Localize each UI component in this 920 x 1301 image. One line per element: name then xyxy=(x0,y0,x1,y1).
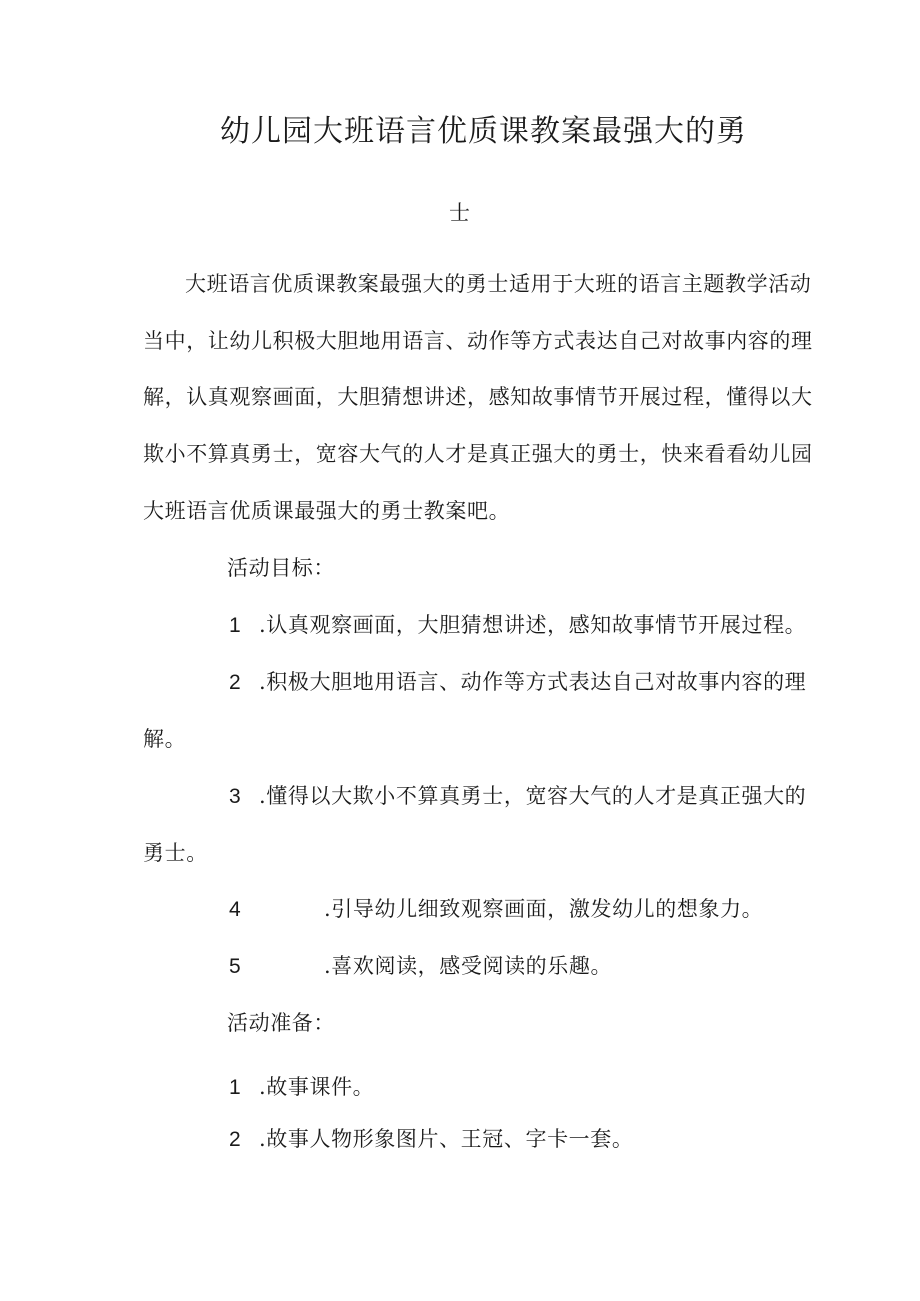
document-title-continuation: 士 xyxy=(449,201,471,225)
goal-item xyxy=(229,610,806,641)
goal-number: 4 xyxy=(229,898,242,921)
goal-item xyxy=(229,951,612,982)
prep-heading: 活动准备： xyxy=(227,1011,335,1035)
goal-text: .认真观察画面，大胆猜想讲述，感知故事情节开展过程。 xyxy=(259,613,807,637)
goal-item xyxy=(229,894,763,925)
goal-number: 5 xyxy=(229,955,242,978)
prep-item xyxy=(229,1072,374,1103)
goal-text: .引导幼儿细致观察画面，激发幼儿的想象力。 xyxy=(324,897,764,921)
intro-paragraph-line: 欺小不算真勇士，宽容大气的人才是真正强大的勇士，快来看看幼儿园 xyxy=(143,442,813,466)
goal-number: 2 xyxy=(229,671,242,694)
goal-text-continuation: 解。 xyxy=(143,727,187,751)
goal-text: .喜欢阅读，感受阅读的乐趣。 xyxy=(324,954,613,978)
intro-paragraph-line: 当中，让幼儿积极大胆地用语言、动作等方式表达自己对故事内容的理 xyxy=(143,329,813,353)
goal-text: .积极大胆地用语言、动作等方式表达自己对故事内容的理 xyxy=(259,670,807,694)
goal-text-continuation: 勇士。 xyxy=(143,841,208,865)
intro-paragraph-line: 大班语言优质课教案最强大的勇士适用于大班的语言主题教学活动 xyxy=(185,272,812,296)
goal-item xyxy=(229,781,806,812)
prep-number: 1 xyxy=(229,1076,242,1099)
goal-number: 3 xyxy=(229,785,242,808)
goal-number: 1 xyxy=(229,614,242,637)
goal-item xyxy=(229,667,806,698)
intro-paragraph-line: 大班语言优质课最强大的勇士教案吧。 xyxy=(143,499,511,523)
prep-number: 2 xyxy=(229,1128,242,1151)
intro-paragraph-line: 解，认真观察画面，大胆猜想讲述，感知故事情节开展过程，懂得以大 xyxy=(143,385,813,409)
prep-item xyxy=(229,1124,633,1155)
goals-heading: 活动目标： xyxy=(227,556,335,580)
document-title: 幼儿园大班语言优质课教案最强大的勇 xyxy=(220,114,747,149)
goal-text: .懂得以大欺小不算真勇士，宽容大气的人才是真正强大的 xyxy=(259,784,807,808)
prep-text: .故事课件。 xyxy=(259,1075,375,1099)
prep-text: .故事人物形象图片、王冠、字卡一套。 xyxy=(259,1127,634,1151)
